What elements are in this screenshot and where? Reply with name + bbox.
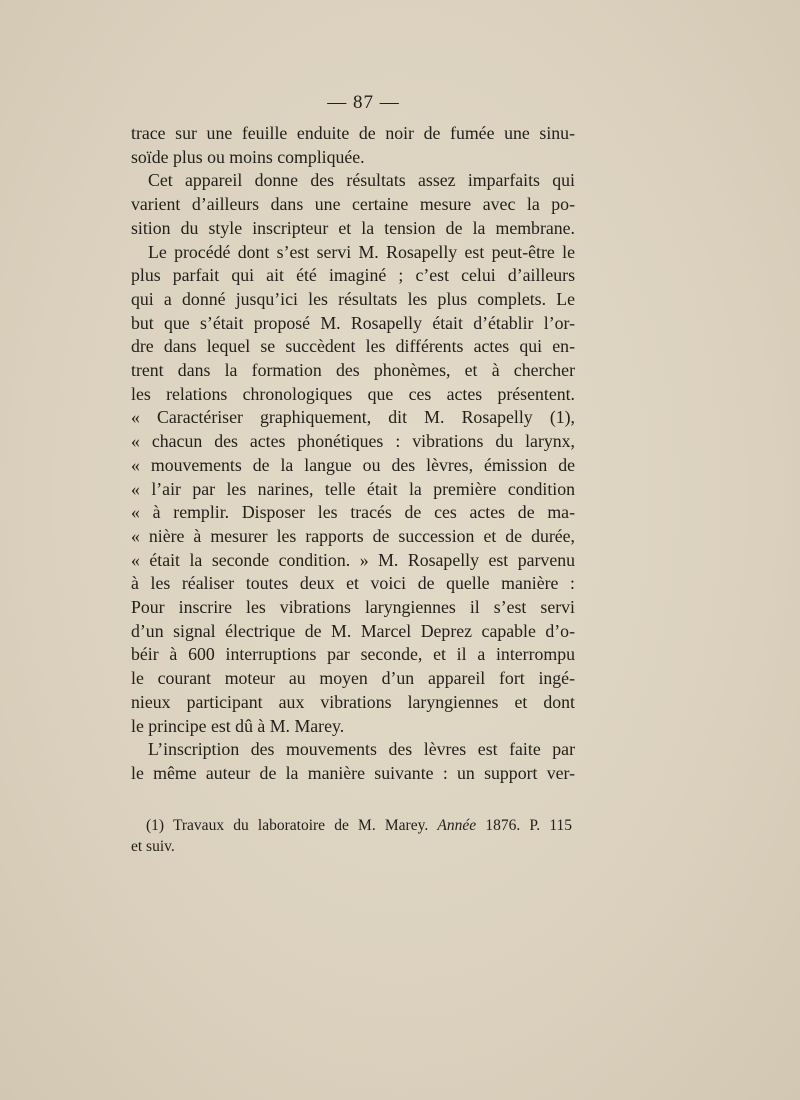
text-line: L’inscription des mouvements des lèvres est faite par <box>148 739 575 760</box>
text-line: Cet appareil donne des résultats assez imparfaits qui <box>148 170 575 191</box>
page-number: — 87 — <box>327 92 400 113</box>
text-line: nieux participant aux vibrations laryngiennes et dont <box>131 691 575 712</box>
text-line: « l’air par les narines, telle était la première condition <box>131 478 575 499</box>
body-text <box>131 122 575 786</box>
text-line: « était la seconde condition. » M. Rosapelly est parvenu <box>131 549 575 570</box>
text-line: « à remplir. Disposer les tracés de ces actes de ma- <box>131 502 575 523</box>
text-line: trent dans la formation des phonèmes, et à chercher <box>131 360 575 381</box>
text-line: « Caractériser graphiquement, dit M. Rosapelly (1), <box>131 407 575 428</box>
text-line: soïde plus ou moins compliquée. <box>131 146 365 167</box>
text-line: Pour inscrire les vibrations laryngiennes il s’est servi <box>131 597 575 618</box>
text-line: « chacun des actes phonétiques : vibrations du larynx, <box>131 431 575 452</box>
footnote-italic: Année <box>437 817 477 834</box>
text-line: but que s’était proposé M. Rosapelly était d’établir l’or- <box>131 312 575 333</box>
text-line: le principe est dû à M. Marey. <box>131 715 345 736</box>
text-line: le courant moteur au moyen d’un appareil fort ingé- <box>131 668 575 689</box>
text-line: béir à 600 interruptions par seconde, et il a interrompu <box>131 644 575 665</box>
text-line: les relations chronologiques que ces actes présentent. <box>131 383 575 404</box>
footnote-text: 1876. P. 115 <box>485 817 573 834</box>
text-line: plus parfait qui ait été imaginé ; c’est celui d’ailleurs <box>131 265 575 286</box>
text-line: le même auteur de la manière suivante : un support ver- <box>131 762 575 783</box>
text-line: varient d’ailleurs dans une certaine mesure avec la po- <box>131 194 575 215</box>
text-line: « mouvements de la langue ou des lèvres, émission de <box>131 454 575 475</box>
text-line: « nière à mesurer les rapports de succession et de durée, <box>131 525 575 546</box>
text-line: qui a donné jusqu’ici les résultats les plus complets. Le <box>131 288 575 309</box>
footnote <box>131 815 573 857</box>
footnote-line: et suiv. <box>131 838 175 855</box>
text-line: dre dans lequel se succèdent les différents actes qui en- <box>131 336 575 357</box>
text-line: sition du style inscripteur et la tension de la membrane. <box>131 217 575 238</box>
text-line: à les réaliser toutes deux et voici de quelle manière : <box>131 573 575 594</box>
text-line: Le procédé dont s’est servi M. Rosapelly est peut-être le <box>148 241 575 262</box>
text-line: trace sur une feuille enduite de noir de fumée une sinu- <box>131 123 575 143</box>
text-line: d’un signal électrique de M. Marcel Deprez capable d’o- <box>131 620 575 641</box>
footnote-line <box>146 815 572 836</box>
footnote-text: (1) Travaux du laboratoire de M. Marey. <box>146 817 429 834</box>
